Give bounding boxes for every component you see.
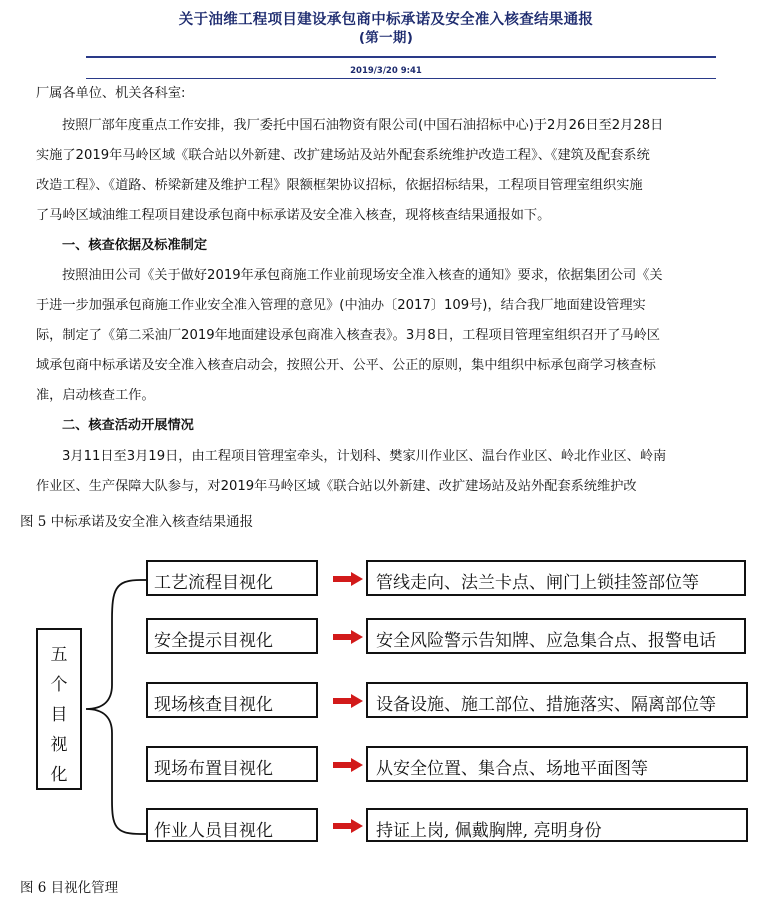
process-detail-box: 管线走向、法兰卡点、闸门上锁挂签部位等: [366, 560, 746, 596]
main-char: 个: [50, 675, 68, 695]
main-char: 目: [50, 705, 68, 725]
arrow-right-icon: [333, 572, 363, 586]
notice-date: 2019/3/20 9:41: [350, 66, 422, 76]
para1-line: 实施了2019年马岭区域《联合站以外新建、改扩建场站及站外配套系统维护改造工程》、《建筑及配套系统: [36, 148, 650, 163]
para3-line: 作业区、生产保障大队参与，对2019年马岭区域《联合站以外新建、改扩建场站及站外配套系统维护改: [36, 479, 637, 494]
arrow-right-icon: [333, 694, 363, 708]
notice-title: 关于油维工程项目建设承包商中标承诺及安全准入核查结果通报: [178, 12, 594, 28]
para2-line: 准，启动核查工作。: [36, 388, 155, 403]
personnel-visualization-box: 作业人员目视化: [146, 808, 318, 842]
visualization-diagram: [0, 560, 772, 850]
arrow-right-icon: [333, 630, 363, 644]
main-char: 五: [50, 645, 68, 665]
inspection-visualization-box: 现场核查目视化: [146, 682, 318, 718]
para2-line: 际，制定了《第二采油厂2019年地面建设承包商准入核查表》。3月8日，工程项目管理室组织召开了马岭区: [36, 328, 660, 343]
para2-line: 按照油田公司《关于做好2019年承包商施工作业前现场安全准入核查的通知》要求，依据集团公司《关: [62, 268, 663, 283]
salutation: 厂属各单位、机关各科室:: [36, 86, 186, 101]
safety-visualization-box: 安全提示目视化: [146, 618, 318, 654]
para2-line: 域承包商中标承诺及安全准入核查启动会，按照公开、公平、公正的原则，集中组织中标承包商学习核查标: [36, 358, 656, 373]
date-divider: [86, 78, 716, 79]
layout-detail-box: 从安全位置、集合点、场地平面图等: [366, 746, 748, 782]
main-char: 视: [50, 735, 68, 755]
title-divider: [86, 56, 716, 58]
para1-line: 按照厂部年度重点工作安排，我厂委托中国石油物资有限公司(中国石油招标中心)于2月26日至2月28日: [62, 118, 664, 133]
figure5-caption: 图 5 中标承诺及安全准入核查结果通报: [20, 514, 254, 530]
para1-line: 了马岭区域油维工程项目建设承包商中标承诺及安全准入核查，现将核查结果通报如下。: [36, 208, 551, 223]
five-visualization-box: [36, 628, 82, 790]
process-visualization-box: 工艺流程目视化: [146, 560, 318, 596]
layout-visualization-box: 现场布置目视化: [146, 746, 318, 782]
arrow-right-icon: [333, 819, 363, 833]
notice-document: [36, 0, 736, 505]
arrow-right-icon: [333, 758, 363, 772]
inspection-detail-box: 设备设施、施工部位、措施落实、隔离部位等: [366, 682, 748, 718]
figure6-caption: 图 6 目视化管理: [20, 880, 119, 896]
main-char: 化: [50, 765, 68, 785]
para2-line: 于进一步加强承包商施工作业安全准入管理的意见》(中油办〔2017〕109号)，结合我厂地面建设管理实: [36, 298, 646, 313]
safety-detail-box: 安全风险警示告知牌、应急集合点、报警电话: [366, 618, 746, 654]
para1-line: 改造工程》、《道路、桥梁新建及维护工程》限额框架协议招标，依据招标结果，工程项目管理室组织实施: [36, 178, 643, 193]
section-heading-2: 二、核查活动开展情况: [62, 418, 194, 433]
notice-subtitle: (第一期): [358, 30, 414, 46]
section-heading-1: 一、核查依据及标准制定: [62, 238, 208, 253]
personnel-detail-box: 持证上岗, 佩戴胸牌, 亮明身份: [366, 808, 748, 842]
para3-line: 3月11日至3月19日，由工程项目管理室牵头，计划科、樊家川作业区、温台作业区、岭北作业区、岭南: [62, 449, 667, 464]
